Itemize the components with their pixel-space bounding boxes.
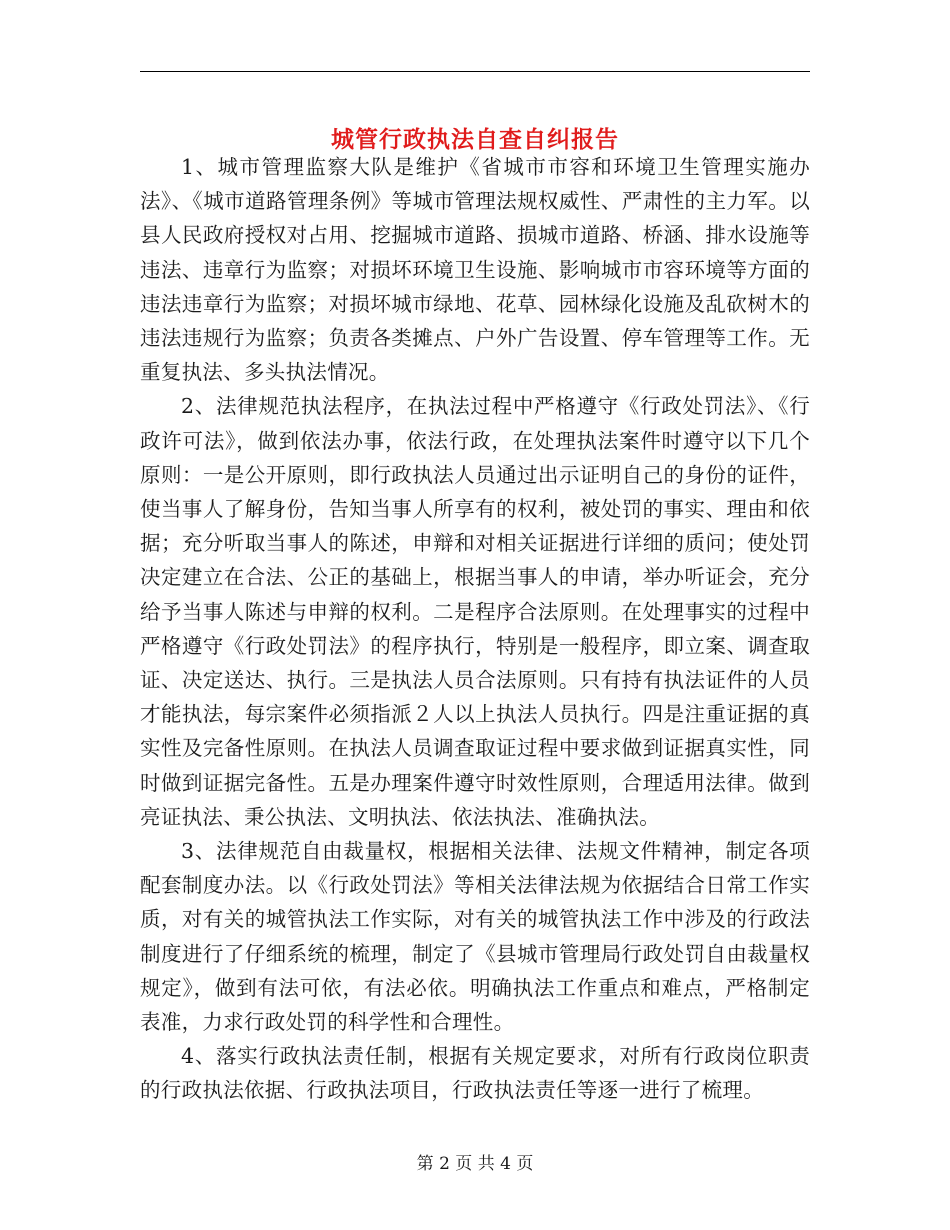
paragraph-2: 2、法律规范执法程序，在执法过程中严格遵守《行政处罚法》、《行政许可法》，做到依法办事，依法行政，在处理执法案件时遵守以下几个原则：一是公开原则，即行政执法人员通过出示证明自己的身份的证件，使当事人了解身份，告知当事人所享有的权利，被处罚的事实、理由和依据；充分听取当事人的陈述，申辩和对相关证据进行详细的质问；使处罚决定建立在合法、公正的基础上，根据当事人的申请，举办听证会，充分给予当事人陈述与申辩的权利。二是程序合法原则。在处理事实的过程中严格遵守《行政处罚法》的程序执行，特别是一般程序，即立案、调查取证、决定送达、执行。三是执法人员合法原则。只有持有执法证件的人员才能执法，每宗案件必须指派２人以上执法人员执行。四是注重证据的真实性及完备性原则。在执法人员调查取证过程中要求做到证据真实性，同时做到证据完备性。五是办理案件遵守时效性原则，合理适用法律。做到亮证执法、秉公执法、文明执法、依法执法、准确执法。 <box>140 394 810 829</box>
document-body <box>140 150 810 1108</box>
paragraph-4: 4、落实行政执法责任制，根据有关规定要求，对所有行政岗位职责的行政执法依据、行政执法项目，行政执法责任等逐一进行了梳理。 <box>140 1044 810 1103</box>
paragraph-1: 1、城市管理监察大队是维护《省城市市容和环境卫生管理实施办法》、《城市道路管理条例》等城市管理法规权威性、严肃性的主力军。以县人民政府授权对占用、挖掘城市道路、损城市道路、桥涵、排水设施等违法、违章行为监察；对损坏环境卫生设施、影响城市市容环境等方面的违法违章行为监察；对损坏城市绿地、花草、园林绿化设施及乱砍树木的违法违规行为监察；负责各类摊点、户外广告设置、停车管理等工作。无重复执法、多头执法情况。 <box>140 155 810 385</box>
paragraph-3: 3、法律规范自由裁量权，根据相关法律、法规文件精神，制定各项配套制度办法。以《行政处罚法》等相关法律法规为依据结合日常工作实质，对有关的城管执法工作实际，对有关的城管执法工作中涉及的行政法制度进行了仔细系统的梳理，制定了《县城市管理局行政处罚自由裁量权规定》，做到有法可依，有法必依。明确执法工作重点和难点，严格制定表准，力求行政处罚的科学性和合理性。 <box>140 839 810 1035</box>
header-rule <box>140 71 810 72</box>
page-number: 第 2 页 共 4 页 <box>416 1154 534 1174</box>
document-title: 城管行政执法自查自纠报告 <box>331 126 619 154</box>
